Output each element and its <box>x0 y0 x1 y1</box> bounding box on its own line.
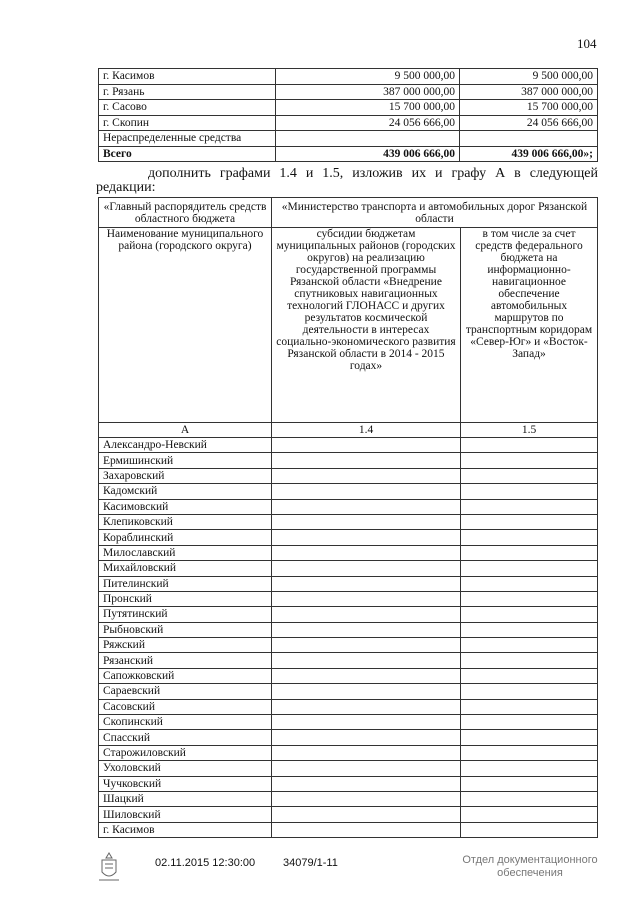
district-row <box>99 822 598 837</box>
row-name-cell: Нераспределенные средства <box>99 131 276 147</box>
district-name-cell: Рязанский <box>99 653 272 668</box>
district-row <box>99 591 598 606</box>
row-value-1-cell: 9 500 000,00 <box>276 69 460 85</box>
district-name-cell: Сапожковский <box>99 668 272 683</box>
district-value-1-4-cell <box>272 638 461 653</box>
district-row <box>99 730 598 745</box>
column-1-4-title: субсидии бюджетам муниципальных районов (городских округов) на реализацию государственной программы Рязанской области «Внедрение спутниковых навигационных технологий ГЛОНАСС и других результатов космической деятельности в интересах социально-экономического развития Рязанской области в 2014 - 2015 годах» <box>272 228 461 423</box>
district-value-1-4-cell <box>272 514 461 529</box>
column-a-title: Наименование муниципального района (городского округа) <box>99 228 272 423</box>
district-row <box>99 453 598 468</box>
district-name-cell: г. Касимов <box>99 822 272 837</box>
district-name-cell: Кадомский <box>99 484 272 499</box>
page-number: 104 <box>577 36 597 51</box>
district-name-cell: Ухоловский <box>99 761 272 776</box>
row-value-1-cell: 15 700 000,00 <box>276 100 460 116</box>
district-name-cell: Кораблинский <box>99 530 272 545</box>
district-value-1-5-cell <box>461 653 598 668</box>
row-value-1-cell: 439 006 666,00 <box>276 146 460 162</box>
district-row <box>99 745 598 760</box>
district-value-1-5-cell <box>461 607 598 622</box>
summary-row <box>99 100 598 116</box>
district-row <box>99 653 598 668</box>
header-row-columns <box>99 228 598 423</box>
intro-line-1: дополнить графами 1.4 и 1.5, изложив их и графу А в следующей <box>148 166 598 181</box>
district-name-cell: Ряжский <box>99 638 272 653</box>
district-row <box>99 638 598 653</box>
summary-row <box>99 131 598 147</box>
district-row <box>99 684 598 699</box>
district-name-cell: Путятинский <box>99 607 272 622</box>
district-subsidy-table <box>98 197 598 838</box>
intro-text <box>96 167 598 195</box>
district-row <box>99 607 598 622</box>
column-1-5-title: в том числе за счет средств федерального бюджета на информационно-навигационное обеспечение автомобильных маршрутов по транспортным коридорам «Север-Юг» и «Восток-Запад» <box>461 228 598 423</box>
district-name-cell: Скопинский <box>99 715 272 730</box>
district-name-cell: Шацкий <box>99 791 272 806</box>
district-value-1-4-cell <box>272 622 461 637</box>
district-value-1-4-cell <box>272 530 461 545</box>
row-name-cell: г. Скопин <box>99 115 276 131</box>
row-value-1-cell: 24 056 666,00 <box>276 115 460 131</box>
summary-row <box>99 69 598 85</box>
district-value-1-5-cell <box>461 807 598 822</box>
district-value-1-5-cell <box>461 484 598 499</box>
district-row <box>99 561 598 576</box>
district-value-1-5-cell <box>461 591 598 606</box>
district-name-cell: Касимовский <box>99 499 272 514</box>
district-name-cell: Сасовский <box>99 699 272 714</box>
district-value-1-5-cell <box>461 776 598 791</box>
row-name-cell: г. Рязань <box>99 84 276 100</box>
district-value-1-5-cell <box>461 668 598 683</box>
district-name-cell: Спасский <box>99 730 272 745</box>
district-value-1-5-cell <box>461 622 598 637</box>
district-name-cell: Захаровский <box>99 468 272 483</box>
district-value-1-4-cell <box>272 684 461 699</box>
district-row <box>99 438 598 453</box>
district-value-1-4-cell <box>272 561 461 576</box>
district-value-1-5-cell <box>461 453 598 468</box>
row-value-2-cell: 9 500 000,00 <box>460 69 598 85</box>
district-row <box>99 576 598 591</box>
district-name-cell: Пронский <box>99 591 272 606</box>
column-label-1-5: 1.5 <box>461 423 598 438</box>
district-value-1-4-cell <box>272 822 461 837</box>
footer-date: 02.11.2015 12:30:00 <box>155 857 256 869</box>
row-value-2-cell: 387 000 000,00 <box>460 84 598 100</box>
column-label-1-4: 1.4 <box>272 423 461 438</box>
district-value-1-5-cell <box>461 715 598 730</box>
district-value-1-4-cell <box>272 484 461 499</box>
district-row <box>99 761 598 776</box>
district-value-1-5-cell <box>461 730 598 745</box>
district-value-1-4-cell <box>272 438 461 453</box>
district-value-1-4-cell <box>272 653 461 668</box>
district-name-cell: Сараевский <box>99 684 272 699</box>
row-name-cell: г. Сасово <box>99 100 276 116</box>
district-value-1-4-cell <box>272 791 461 806</box>
district-name-cell: Милославский <box>99 545 272 560</box>
district-value-1-5-cell <box>461 745 598 760</box>
row-value-2-cell: 439 006 666,00»; <box>460 146 598 162</box>
district-row <box>99 715 598 730</box>
district-row <box>99 468 598 483</box>
district-value-1-5-cell <box>461 638 598 653</box>
header-row-main <box>99 198 598 228</box>
district-row <box>99 545 598 560</box>
district-name-cell: Старожиловский <box>99 745 272 760</box>
column-label-a: А <box>99 423 272 438</box>
district-name-cell: Михайловский <box>99 561 272 576</box>
district-name-cell: Чучковский <box>99 776 272 791</box>
row-name-cell: Всего <box>99 146 276 162</box>
column-number-row <box>99 423 598 438</box>
district-value-1-5-cell <box>461 499 598 514</box>
district-row <box>99 499 598 514</box>
district-value-1-5-cell <box>461 699 598 714</box>
district-value-1-4-cell <box>272 807 461 822</box>
district-value-1-4-cell <box>272 545 461 560</box>
district-row <box>99 530 598 545</box>
summary-row <box>99 84 598 100</box>
district-row <box>99 791 598 806</box>
district-row <box>99 484 598 499</box>
district-name-cell: Клепиковский <box>99 514 272 529</box>
district-value-1-4-cell <box>272 468 461 483</box>
district-value-1-4-cell <box>272 591 461 606</box>
district-name-cell: Шиловский <box>99 807 272 822</box>
district-value-1-4-cell <box>272 699 461 714</box>
district-value-1-5-cell <box>461 545 598 560</box>
row-value-1-cell: 387 000 000,00 <box>276 84 460 100</box>
district-name-cell: Пителинский <box>99 576 272 591</box>
district-row <box>99 776 598 791</box>
district-value-1-5-cell <box>461 530 598 545</box>
footer-doc-number: 34079/1-11 <box>283 857 338 869</box>
intro-line-2: редакции: <box>96 180 156 195</box>
district-value-1-4-cell <box>272 499 461 514</box>
header-right-cell: «Министерство транспорта и автомобильных дорог Рязанской области <box>272 198 598 228</box>
district-value-1-4-cell <box>272 761 461 776</box>
district-value-1-5-cell <box>461 576 598 591</box>
district-value-1-4-cell <box>272 607 461 622</box>
district-row <box>99 807 598 822</box>
row-value-1-cell <box>276 131 460 147</box>
budget-summary-table <box>98 68 598 162</box>
coat-of-arms-icon <box>95 850 123 884</box>
district-row <box>99 622 598 637</box>
district-value-1-5-cell <box>461 561 598 576</box>
district-row <box>99 668 598 683</box>
district-name-cell: Рыбновский <box>99 622 272 637</box>
district-row <box>99 699 598 714</box>
district-value-1-5-cell <box>461 468 598 483</box>
district-value-1-4-cell <box>272 453 461 468</box>
row-name-cell: г. Касимов <box>99 69 276 85</box>
summary-row <box>99 115 598 131</box>
district-value-1-5-cell <box>461 822 598 837</box>
district-value-1-4-cell <box>272 715 461 730</box>
district-value-1-4-cell <box>272 576 461 591</box>
district-name-cell: Ермишинский <box>99 453 272 468</box>
district-value-1-4-cell <box>272 668 461 683</box>
footer-department-stamp: Отдел документационного обеспечения <box>462 854 598 879</box>
district-value-1-4-cell <box>272 730 461 745</box>
row-value-2-cell: 15 700 000,00 <box>460 100 598 116</box>
district-value-1-5-cell <box>461 791 598 806</box>
row-value-2-cell: 24 056 666,00 <box>460 115 598 131</box>
district-row <box>99 514 598 529</box>
district-value-1-5-cell <box>461 761 598 776</box>
district-value-1-4-cell <box>272 745 461 760</box>
district-value-1-5-cell <box>461 684 598 699</box>
header-left-cell: «Главный распорядитель средств областного бюджета <box>99 198 272 228</box>
district-value-1-5-cell <box>461 514 598 529</box>
total-row <box>99 146 598 162</box>
row-value-2-cell <box>460 131 598 147</box>
district-value-1-5-cell <box>461 438 598 453</box>
district-name-cell: Александро-Невский <box>99 438 272 453</box>
district-value-1-4-cell <box>272 776 461 791</box>
